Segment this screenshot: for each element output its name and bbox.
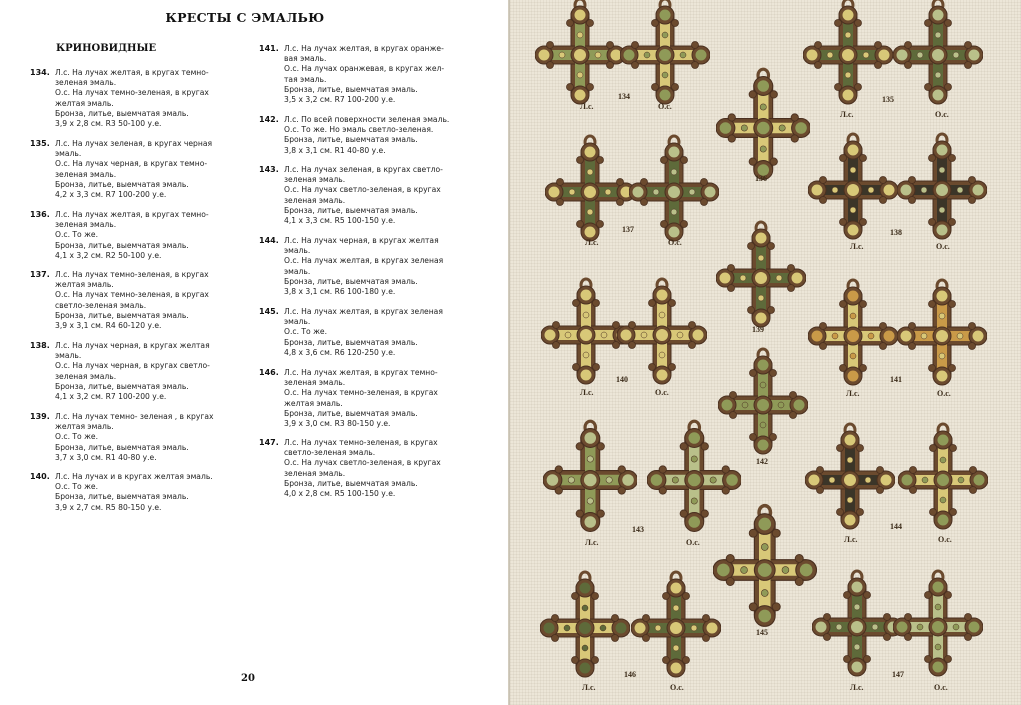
- cross-144-back-image: [898, 420, 988, 532]
- label-front: Л.с.: [846, 389, 860, 398]
- entry-line: О.с. На лучах темно-зеленая, в кругах: [55, 290, 209, 300]
- entry-143: [259, 165, 443, 226]
- entry-139: [30, 412, 214, 463]
- entry-line: Л.с. На лучах зеленая, в кругах светло-: [284, 165, 443, 174]
- entry-line: эмаль.: [284, 317, 311, 327]
- entry-line: Л.с. На лучах темно-зеленая, в кругах: [55, 270, 209, 279]
- label-front: Л.с.: [850, 683, 864, 692]
- entry-line: Бронза, литье, выемчатая эмаль.: [55, 108, 189, 118]
- entry-line: 3,9 х 3,1 см. R4 60-120 у.е.: [55, 321, 162, 331]
- entry-line: Л.с. На лучах черная, в кругах желтая: [55, 341, 210, 350]
- entry-line: 4,1 х 3,3 см. R5 100-150 у.е.: [284, 216, 396, 226]
- entry-line: Л.с. На лучах черная, в кругах желтая: [284, 236, 439, 245]
- label-number-140: 140: [616, 375, 628, 384]
- label-front: Л.с.: [850, 242, 864, 251]
- entry-line: зеленая эмаль.: [55, 169, 117, 179]
- entry-line: Л.с. На лучах желтая, в кругах темно-: [55, 68, 209, 77]
- label-back: О.с.: [937, 389, 951, 398]
- entry-line: Бронза, литье, выемчатая эмаль.: [284, 408, 418, 418]
- entry-line: 3,9 х 2,8 см. R3 50-100 у.е.: [55, 119, 162, 129]
- label-back: О.с.: [658, 102, 672, 111]
- entry-line: 4,1 х 3,2 см. R7 100-200 у.е.: [55, 392, 167, 402]
- label-front: Л.с.: [585, 238, 599, 247]
- entry-line: О.с. На лучах светло-зеленая, в кругах: [284, 185, 441, 195]
- entry-number: 144.: [259, 236, 279, 245]
- label-number-147: 147: [892, 670, 904, 679]
- entry-line: зеленая эмаль.: [284, 378, 346, 388]
- label-number-137: 137: [622, 225, 634, 234]
- cross-139-image: [716, 218, 806, 330]
- label-back: О.с.: [938, 535, 952, 544]
- entry-number: 138.: [30, 341, 50, 350]
- cross-145-image: [713, 501, 817, 630]
- cross-146-back-image: [631, 568, 721, 680]
- cross-135-front-image: [803, 0, 893, 107]
- entry-line: зеленая эмаль.: [284, 175, 346, 185]
- entry-line: Бронза, литье, выемчатая эмаль.: [284, 276, 418, 286]
- entry-number: 139.: [30, 412, 50, 421]
- entry-line: эмаль.: [55, 351, 82, 361]
- entry-line: 3,5 х 3,2 см. R7 100-200 у.е.: [284, 95, 396, 105]
- entry-line: 4,8 х 3,6 см. R6 120-250 у.е.: [284, 347, 396, 357]
- entry-line: эмаль.: [284, 246, 311, 256]
- entry-line: 4,2 х 3,3 см. R7 100-200 у.е.: [55, 190, 167, 200]
- entry-number: 137.: [30, 270, 50, 279]
- page-number: 20: [241, 673, 255, 684]
- entry-line: зеленая эмаль.: [284, 468, 346, 478]
- cross-140-back-image: [617, 275, 707, 387]
- entry-line: тая эмаль.: [284, 74, 327, 84]
- label-front: Л.с.: [580, 102, 594, 111]
- entry-number: 143.: [259, 165, 279, 174]
- entry-146: [259, 368, 438, 429]
- entry-line: 4,0 х 2,8 см. R5 100-150 у.е.: [284, 489, 396, 499]
- entry-line: Бронза, литье, выемчатая эмаль.: [284, 337, 418, 347]
- cross-143-front-image: [543, 417, 638, 535]
- label-back: О.с.: [936, 242, 950, 251]
- entry-line: О.с. На лучах желтая, в кругах зеленая: [284, 256, 444, 266]
- entry-line: Бронза, литье, выемчатая эмаль.: [55, 179, 189, 189]
- cross-134-back-image: [620, 0, 710, 107]
- entry-line: Л.с. На лучах желтая, в кругах темно-: [284, 368, 438, 377]
- entry-line: Бронза, литье, выемчатая эмаль.: [55, 310, 189, 320]
- entry-line: Л.с. На лучах желтая, в кругах темно-: [55, 210, 209, 219]
- label-number-135: 135: [882, 95, 894, 104]
- entry-line: вая эмаль.: [284, 54, 327, 64]
- entry-line: О.с. То же.: [284, 327, 328, 337]
- entry-136: [30, 210, 209, 261]
- cross-141-back-image: [897, 276, 987, 388]
- entry-line: зеленая эмаль.: [55, 78, 117, 88]
- cross-144-front-image: [805, 420, 895, 532]
- entry-135: [30, 139, 213, 200]
- section-title: КРИНОВИДНЫЕ: [56, 43, 157, 54]
- entry-line: эмаль.: [284, 266, 311, 276]
- label-number-145: 145: [756, 628, 768, 637]
- entry-line: Л.с. На лучах желтая, в кругах оранже-: [284, 44, 444, 53]
- entry-line: О.с. То же.: [55, 482, 99, 492]
- entry-number: 136.: [30, 210, 50, 219]
- entry-line: 4,1 х 3,2 см. R2 50-100 у.е.: [55, 250, 162, 260]
- label-number-143: 143: [632, 525, 644, 534]
- label-number-146: 146: [624, 670, 636, 679]
- label-number-144: 144: [890, 522, 902, 531]
- entry-number: 134.: [30, 68, 50, 77]
- entry-number: 145.: [259, 307, 279, 316]
- label-back: О.с.: [655, 388, 669, 397]
- label-front: Л.с.: [582, 683, 596, 692]
- entry-line: Л.с. На лучах темно- зеленая , в кругах: [55, 412, 214, 421]
- label-number-138: 138: [890, 228, 902, 237]
- label-number-134: 134: [618, 92, 630, 101]
- entry-number: 135.: [30, 139, 50, 148]
- entry-138: [30, 341, 210, 402]
- cross-138-back-image: [897, 130, 987, 242]
- label-back: О.с.: [934, 683, 948, 692]
- cross-147-back-image: [893, 567, 983, 679]
- cross-134-front-image: [535, 0, 625, 107]
- entry-line: Бронза, литье, выемчатая эмаль.: [55, 492, 189, 502]
- entry-line: О.с. На лучах темно-зеленая, в кругах: [55, 88, 209, 98]
- catalog-text-page: [0, 0, 510, 705]
- entry-line: О.с. На лучах светло-зеленая, в кругах: [284, 458, 441, 468]
- entry-line: 3,9 х 3,0 см. R3 80-150 у.е.: [284, 419, 391, 429]
- label-back: О.с.: [668, 238, 682, 247]
- entry-line: О.с. То же. Но эмаль светло-зеленая.: [284, 125, 434, 135]
- entry-line: Л.с. На лучах зеленая, в кругах черная: [55, 139, 213, 148]
- label-number-136: 136: [755, 174, 767, 183]
- entry-137: [30, 270, 209, 331]
- entry-line: Л.с. На лучах желтая, в кругах зеленая: [284, 307, 443, 316]
- entry-line: О.с. На лучах темно-зеленая, в кругах: [284, 388, 438, 398]
- cross-136-image: [716, 65, 811, 183]
- entry-line: Л.с. По всей поверхности зеленая эмаль.: [284, 115, 450, 124]
- entry-line: желтая эмаль.: [55, 280, 114, 290]
- entry-141: [259, 44, 445, 105]
- label-number-142: 142: [756, 457, 768, 466]
- entry-line: Л.с. На лучах темно-зеленая, в кругах: [284, 438, 438, 447]
- entry-line: светло-зеленая эмаль.: [55, 300, 147, 310]
- label-back: О.с.: [686, 538, 700, 547]
- cross-137-back-image: [629, 132, 719, 244]
- entry-line: Л.с. На лучах и в кругах желтая эмаль.: [55, 472, 213, 481]
- entry-140: [30, 472, 213, 513]
- entry-line: 3,8 х 3,1 см. R6 100-180 у.е.: [284, 287, 396, 297]
- label-front: Л.с.: [580, 388, 594, 397]
- page-title: КРЕСТЫ С ЭМАЛЬЮ: [165, 10, 325, 25]
- entry-line: желтая эмаль.: [55, 98, 114, 108]
- entry-line: Бронза, литье, выемчатая эмаль.: [55, 381, 189, 391]
- entry-145: [259, 307, 443, 358]
- entry-line: Бронза, литье, выемчатая эмаль.: [284, 84, 418, 94]
- cross-146-front-image: [540, 568, 630, 680]
- photo-plate: [510, 0, 1021, 705]
- entry-144: [259, 236, 444, 297]
- entry-147: [259, 438, 441, 499]
- entry-line: 3,7 х 3,0 см. R1 40-80 у.е.: [55, 452, 157, 462]
- cross-135-back-image: [893, 0, 983, 107]
- entry-line: Бронза, литье, выемчатая эмаль.: [284, 478, 418, 488]
- label-front: Л.с.: [844, 535, 858, 544]
- label-front: Л.с.: [585, 538, 599, 547]
- entry-line: О.с. То же.: [55, 432, 99, 442]
- entry-line: эмаль.: [55, 149, 82, 159]
- entry-number: 147.: [259, 438, 279, 447]
- label-back: О.с.: [935, 110, 949, 119]
- entry-line: 3,9 х 2,7 см. R5 80-150 у.е.: [55, 502, 162, 512]
- cross-147-front-image: [812, 567, 902, 679]
- entry-142: [259, 115, 450, 156]
- entry-line: Бронза, литье, выемчатая эмаль.: [284, 135, 418, 145]
- entry-line: О.с. На лучах оранжевая, в кругах жел-: [284, 64, 445, 74]
- entry-line: О.с. На лучах черная, в кругах светло-: [55, 361, 210, 371]
- label-number-141: 141: [890, 375, 902, 384]
- entry-number: 142.: [259, 115, 279, 124]
- entry-line: Бронза, литье, выемчатая эмаль.: [55, 240, 189, 250]
- entry-line: зеленая эмаль.: [55, 220, 117, 230]
- entry-number: 146.: [259, 368, 279, 377]
- entry-number: 140.: [30, 472, 50, 481]
- entry-line: зеленая эмаль.: [284, 195, 346, 205]
- entry-134: [30, 68, 209, 129]
- label-number-139: 139: [752, 325, 764, 334]
- entry-line: желтая эмаль.: [284, 398, 343, 408]
- entry-line: зеленая эмаль.: [55, 371, 117, 381]
- label-back: О.с.: [670, 683, 684, 692]
- entry-line: О.с. На лучах черная, в кругах темно-: [55, 159, 208, 169]
- entry-line: 3,8 х 3,1 см. R1 40-80 у.е.: [284, 145, 386, 155]
- entry-number: 141.: [259, 44, 279, 53]
- entry-line: О.с. То же.: [55, 230, 99, 240]
- cross-138-front-image: [808, 130, 898, 242]
- entry-line: Бронза, литье, выемчатая эмаль.: [284, 205, 418, 215]
- cross-141-front-image: [808, 276, 898, 388]
- entry-line: светло-зеленая эмаль.: [284, 448, 376, 458]
- entry-line: желтая эмаль.: [55, 422, 114, 432]
- label-front: Л.с.: [840, 110, 854, 119]
- entry-line: Бронза, литье, выемчатая эмаль.: [55, 442, 189, 452]
